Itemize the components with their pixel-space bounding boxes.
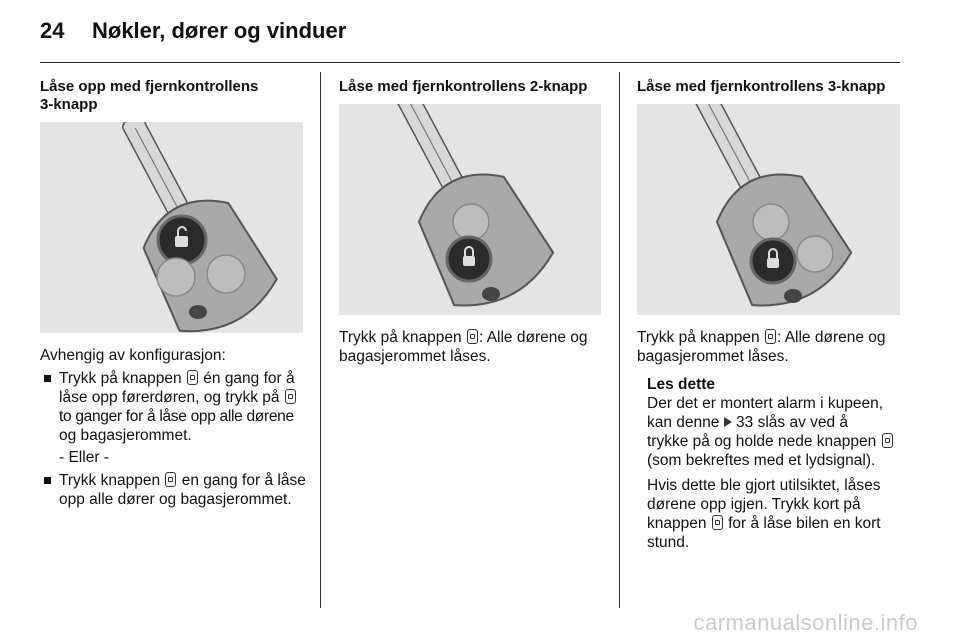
note-text: trykke på og holde nede knappen [647, 433, 877, 450]
lock-symbol-icon [467, 329, 478, 344]
note-line: Der det er montert alarm i kupeen, [647, 395, 884, 412]
lock-symbol-icon [882, 433, 893, 448]
watermark-text: carmanualsonline.info [693, 610, 918, 635]
col3-text-a: Trykk på knappen [637, 329, 760, 346]
page-title: Nøkler, dører og vinduer [92, 18, 347, 43]
reference-arrow-icon [724, 417, 732, 427]
col3-text-c: bagasjerommet låses. [637, 348, 789, 365]
unlock-symbol-icon [165, 472, 176, 487]
bullet1-text-c: låse opp førerdøren, og trykk på [59, 389, 280, 406]
note-line [647, 514, 907, 533]
note-line: stund. [647, 534, 690, 551]
bullet-marker [44, 375, 51, 382]
note-block [647, 375, 907, 552]
config-intro-text: Avhengig av konfigurasjon: [40, 347, 226, 364]
key-fob-3-button-lock-image [637, 104, 900, 315]
col2-text-c: bagasjerommet låses. [339, 348, 491, 365]
lock-2-button-text [339, 328, 614, 366]
bullet2-text-b: en gang for å låse [181, 472, 306, 489]
column-divider [619, 72, 620, 608]
unlock-bullet-1 [44, 369, 309, 445]
bullet2-text-a: Trykk knappen [59, 472, 161, 489]
note-line [647, 432, 907, 451]
section-heading-lock-3-button: Låse med fjernkontrollens 3-knapp [637, 78, 886, 95]
unlock-symbol-icon [285, 389, 296, 404]
section-heading-lock-2-button: Låse med fjernkontrollens 2-knapp [339, 78, 588, 95]
col2-text-b: : Alle dørene og [478, 329, 588, 346]
note-line [647, 413, 907, 432]
note-line: dørene opp igjen. Trykk kort på [647, 496, 861, 513]
note-text: 33 slås av ved å [736, 414, 849, 431]
key-fob-2-button-image [339, 104, 601, 315]
column-divider [320, 72, 321, 608]
lock-symbol-icon [712, 515, 723, 530]
lock-symbol-icon [765, 329, 776, 344]
note-line: Hvis dette ble gjort utilsiktet, låses [647, 477, 881, 494]
header-divider [40, 62, 900, 63]
lock-3-button-text [637, 328, 912, 366]
col2-text-a: Trykk på knappen [339, 329, 462, 346]
note-title: Les dette [647, 376, 716, 393]
bullet1-text-d: to ganger for å låse opp alle dørene [59, 408, 294, 425]
bullet1-text-a: Trykk på knappen [59, 370, 182, 387]
key-fob-3-button-image [40, 122, 303, 333]
bullet-marker [44, 477, 51, 484]
bullet1-text-b: én gang for å [203, 370, 295, 387]
note-line: (som bekreftes med et lydsignal). [647, 452, 876, 469]
col3-text-b: : Alle dørene og [776, 329, 886, 346]
note-text: knappen [647, 515, 707, 532]
unlock-bullet-2 [44, 471, 309, 511]
note-text: for å låse bilen en kort [728, 515, 881, 532]
note-text: kan denne [647, 414, 720, 431]
bullet2-text-c: opp alle dører og bagasjerommet. [59, 491, 292, 508]
unlock-symbol-icon [187, 370, 198, 385]
or-separator: - Eller - [59, 449, 109, 466]
page-number: 24 [40, 18, 65, 43]
bullet1-text-e: og bagasjerommet. [59, 427, 192, 444]
section-heading-unlock-3-button: Låse opp med fjernkontrollens 3-knapp [40, 78, 259, 113]
